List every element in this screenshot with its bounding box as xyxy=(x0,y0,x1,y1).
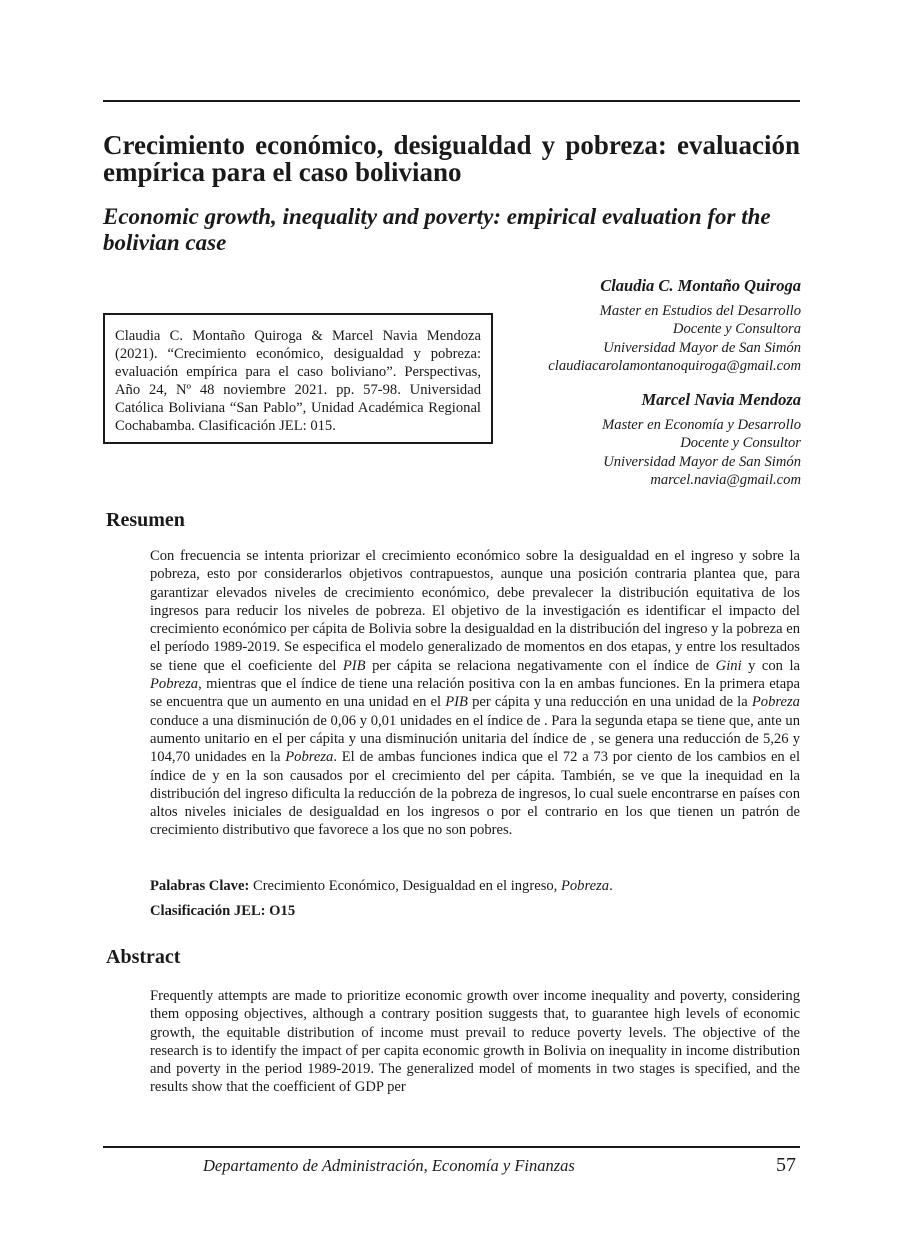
resumen-text: y con la xyxy=(741,657,800,674)
keywords-text: Crecimiento Económico, Desigualdad en el ingreso, xyxy=(249,878,561,894)
italic-term: PIB xyxy=(342,657,366,674)
keywords-line xyxy=(150,877,613,895)
author-role: Docente y Consultor xyxy=(680,435,801,452)
author-university: Universidad Mayor de San Simón xyxy=(603,339,801,356)
resumen-text: . El de ambas funciones indica que el 72 a 73 por ciento de los cambios en el índice de y en la son causados por el crecimiento del per cápita. También, se ve que la inequidad en la distribución del ingreso dificulta la reducción de la pobreza de ingresos, lo cual suele encontrarse en países con altos niveles iniciales de desigualdad en los ingresos o por el contrario en los que tienen un patrón de crecimiento distributivo que favorece a los que no son pobres. xyxy=(150,749,800,839)
jel-line xyxy=(150,902,295,920)
title-spanish: Crecimiento económico, desigualdad y pobreza: evaluación empírica para el caso boliviano xyxy=(103,130,800,187)
resumen-text: per cápita y una reducción en una unidad de la xyxy=(467,694,752,711)
author-degree: Master en Economía y Desarrollo xyxy=(602,417,801,433)
page-number: 57 xyxy=(776,1154,796,1176)
italic-term: Pobreza xyxy=(751,694,800,711)
top-rule xyxy=(103,100,800,102)
author-email[interactable]: claudiacarolamontanoquiroga@gmail.com xyxy=(548,357,801,374)
resumen-text: , mientras que el índice de tiene una relación positiva con la en ambas funciones. En la primera etapa se encuentra que un aumento en una unidad en el xyxy=(150,676,800,711)
italic-term: Gini xyxy=(715,657,742,674)
author-name: Claudia C. Montaño Quiroga xyxy=(600,276,801,295)
resumen-text: Con frecuencia se intenta priorizar el crecimiento económico sobre la desigualdad en el ingreso y sobre la pobreza, esto por considerarlos objetivos contrapuestos, aunque una posición contraria plantea que, para garantizar elevados niveles de crecimiento económico, debe prevalecer la distribución equitativa de los ingresos para reducir los niveles de pobreza. El objetivo de la investigación es identificar el impacto del crecimiento económico per cápita de Bolivia sobre la desigualdad en la distribución del ingreso y la pobreza en el período 1989-2019. Se especifica el modelo generalizado de momentos en dos etapas, y entre los resultados se tiene que el coeficiente del xyxy=(150,548,800,674)
abstract-heading: Abstract xyxy=(106,946,181,968)
resumen-text: per cápita se relaciona negativamente con el índice de xyxy=(365,657,716,674)
italic-term: Pobreza xyxy=(150,676,199,693)
author-2 xyxy=(501,390,801,489)
author-email[interactable]: marcel.navia@gmail.com xyxy=(650,471,801,488)
bottom-rule xyxy=(103,1146,800,1148)
author-name: Marcel Navia Mendoza xyxy=(641,390,801,409)
author-1 xyxy=(501,276,801,375)
citation-box: Claudia C. Montaño Quiroga & Marcel Navia Mendoza (2021). “Crecimiento económico, desigualdad y pobreza: evaluación empírica para el caso boliviano”. Perspectivas, Año 24, Nº 48 noviembre 2021. pp. 57-98. Universidad Católica Boliviana “San Pablo”, Unidad Académica Regional Cochabamba. Clasificación JEL: 015. xyxy=(103,313,493,444)
author-role: Docente y Consultora xyxy=(672,321,801,338)
resumen-heading: Resumen xyxy=(106,509,185,531)
italic-term: Pobreza xyxy=(285,749,334,766)
keywords-end: . xyxy=(609,878,613,894)
italic-term: PIB xyxy=(445,694,468,711)
jel-classification: Clasificación JEL: O15 xyxy=(150,903,296,919)
footer-department: Departamento de Administración, Economía y Finanzas xyxy=(203,1156,575,1175)
keywords-label: Palabras Clave: xyxy=(150,878,250,894)
title-english: Economic growth, inequality and poverty: empirical evaluation for the bolivian case xyxy=(103,204,771,255)
resumen-paragraph xyxy=(150,547,800,840)
resumen-text: conduce a una disminución de 0,06 y 0,01 unidades en el índice de . Para la segunda etapa se tiene que, ante un aumento unitario en el per cápita y una disminución unitaria del índice de , se genera una reducción de 5,26 y 104,70 unidades en la xyxy=(150,712,800,766)
author-university: Universidad Mayor de San Simón xyxy=(603,453,801,470)
author-degree: Master en Estudios del Desarrollo xyxy=(599,303,801,319)
abstract-paragraph: Frequently attempts are made to prioritize economic growth over income inequality and poverty, considering them opposing objectives, although a contrary position suggests that, to guarantee high levels of economic growth, the equitable distribution of income must prevail to reduce poverty levels. The objective of the research is to identify the impact of per capita economic growth in Bolivia on inequality in income distribution and poverty in the period 1989-2019. The generalized model of moments in two stages is specified, and the results show that the coefficient of GDP per xyxy=(150,988,800,1096)
keywords-italic: Pobreza xyxy=(560,878,610,894)
